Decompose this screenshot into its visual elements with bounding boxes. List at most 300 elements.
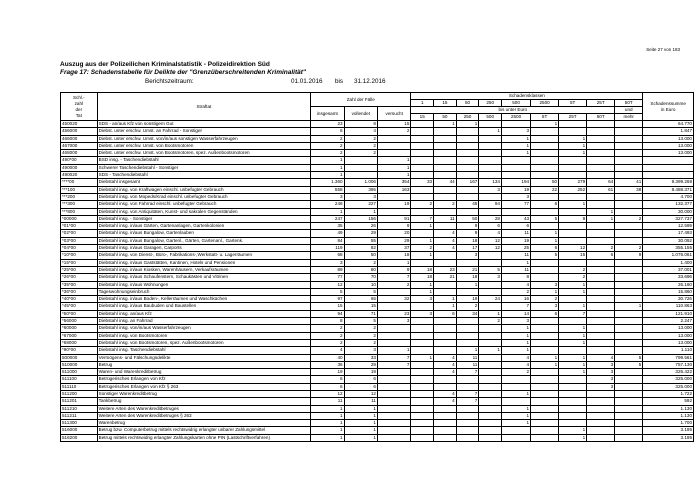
cell-value: 15 [344, 303, 377, 310]
table-row [61, 361, 694, 368]
cell-value [434, 142, 457, 149]
cell-value: 1 [615, 303, 643, 310]
cell-value: 16 [501, 296, 530, 303]
cell-value [587, 332, 615, 339]
cell-schadenssumme: 110.863 [643, 303, 694, 310]
cell-value [615, 172, 643, 179]
cell-value [531, 172, 559, 179]
cell-value: 2 [344, 150, 377, 157]
cell-key: 490000 [61, 164, 98, 171]
cell-value: 23 [311, 121, 344, 128]
cell-value [559, 412, 587, 419]
cell-value: 167 [456, 179, 479, 186]
cell-value [411, 142, 434, 149]
cell-value [479, 157, 502, 164]
cell-value: 5 [531, 215, 559, 222]
cell-value [559, 259, 587, 266]
cell-value [587, 223, 615, 230]
cell-value [531, 339, 559, 346]
cell-key: *04*00 [61, 245, 98, 252]
cell-value: 2 [311, 332, 344, 339]
cell-value: 7 [377, 361, 410, 368]
cell-value [434, 325, 457, 332]
cell-value: 1 [377, 172, 410, 179]
cell-key: *60000 [61, 325, 98, 332]
cell-value: 70 [344, 274, 377, 281]
cell-value: 12 [559, 245, 587, 252]
cell-value [456, 259, 479, 266]
cell-value [344, 172, 377, 179]
cell-straftat: Diebstahl insg. in/aus Boden-, Kellerräumen und Waschküchen [97, 296, 310, 303]
cell-value: 64 [587, 179, 615, 186]
cell-value [456, 427, 479, 434]
document-title: Auszug aus der Polizeilichen Kriminalstatistik - Polizeidirektion Süd [60, 61, 270, 68]
cell-straftat: Weitere Arten des Warenkreditbetruges [97, 405, 310, 412]
cell-value [377, 150, 410, 157]
cell-value [479, 376, 502, 383]
table-row [61, 427, 694, 434]
cell-value: 1 [411, 354, 434, 361]
cell-schadenssumme: 37.001 [643, 266, 694, 273]
cell-value [479, 150, 502, 157]
cell-value [434, 376, 457, 383]
cell-value [434, 259, 457, 266]
cell-value: 3 [531, 303, 559, 310]
cell-value: 50 [344, 252, 377, 259]
cell-schadenssumme: 17.493 [643, 230, 694, 237]
cell-value: 1 [501, 332, 530, 339]
cell-value [531, 142, 559, 149]
cell-value: 6 [434, 310, 457, 317]
cell-value: 2 [615, 215, 643, 222]
cell-value [501, 121, 530, 128]
cell-value: 3 [411, 310, 434, 317]
cell-value: 3 [479, 186, 502, 193]
cell-value: 1 [559, 427, 587, 434]
cell-value: 3 [344, 193, 377, 200]
cell-value [615, 376, 643, 383]
cell-value [615, 201, 643, 208]
cell-value [587, 420, 615, 427]
cell-value [587, 274, 615, 281]
cell-value [615, 142, 643, 149]
cell-value: 1 [344, 412, 377, 419]
cell-key: ***800 [61, 208, 98, 215]
cell-value [434, 339, 457, 346]
header-schadensklassen: Schadensklassen [411, 93, 643, 100]
cell-value: 9 [377, 266, 410, 273]
cell-value: 8 [344, 121, 377, 128]
cell-schadenssumme: 8.488.371 [643, 186, 694, 193]
cell-value [615, 121, 643, 128]
cell-value: 4 [344, 128, 377, 135]
cell-value [587, 339, 615, 346]
cell-schadenssumme: 1.130 [643, 405, 694, 412]
cell-value: 2 [344, 332, 377, 339]
header-class-bottom: 500 [479, 114, 502, 121]
cell-value: 19 [311, 369, 344, 376]
cell-value: 1.006 [344, 179, 377, 186]
cell-value: 89 [311, 266, 344, 273]
header-insgesamt: insgesamt [311, 107, 344, 121]
cell-value: 2 [311, 142, 344, 149]
cell-value [456, 135, 479, 142]
cell-value: 18 [456, 274, 479, 281]
cell-key: 511300 [61, 420, 98, 427]
cell-straftat: Betrügerisches Erlangen von Kfz § 263 [97, 383, 310, 390]
cell-value: 4 [501, 354, 530, 361]
cell-key: *25*00 [61, 266, 98, 273]
cell-value: 3 [531, 281, 559, 288]
cell-straftat: Betrug mittels rechtswidrig erlangter Zahlungskarten ohne PIN (Lastschriftverfahren) [97, 434, 310, 441]
table-row [61, 376, 694, 383]
cell-key: 516200 [61, 434, 98, 441]
cell-key: *36*00 [61, 288, 98, 295]
cell-value [501, 398, 530, 405]
cell-straftat: Diebstahl insg. in/aus Bungalow, Gartenl., Gärten, Gartenanl., Gartenk. [97, 237, 310, 244]
cell-value: 2 [559, 274, 587, 281]
cell-value [531, 318, 559, 325]
cell-value: 2 [456, 303, 479, 310]
cell-value: 12 [311, 390, 344, 397]
table-row [61, 201, 694, 208]
cell-value [479, 434, 502, 441]
header-class-bottom: 25T [559, 114, 587, 121]
cell-value [456, 318, 479, 325]
cell-value [531, 164, 559, 171]
cell-value [615, 164, 643, 171]
cell-value: 1 [501, 135, 530, 142]
cell-value: 354 [377, 179, 410, 186]
cell-value: 1 [434, 303, 457, 310]
header-bis-unter: bis unter Euro [411, 107, 615, 114]
table-row [61, 150, 694, 157]
cell-straftat: Diebstahl insg. - Sonstiger [97, 215, 310, 222]
cell-value: 8 [311, 318, 344, 325]
cell-value [479, 303, 502, 310]
cell-value [615, 434, 643, 441]
cell-key: *35*00 [61, 281, 98, 288]
cell-value [434, 427, 457, 434]
cell-value: 5 [344, 318, 377, 325]
table-row [61, 398, 694, 405]
cell-value: 3 [587, 369, 615, 376]
cell-value: 5 [311, 288, 344, 295]
cell-key: *68000 [61, 339, 98, 346]
cell-value: 11 [434, 215, 457, 222]
cell-value: 6 [501, 223, 530, 230]
cell-key: *90*00 [61, 347, 98, 354]
cell-value: 22 [531, 186, 559, 193]
cell-value: 7 [411, 215, 434, 222]
cell-value: 19 [456, 296, 479, 303]
cell-value [479, 288, 502, 295]
cell-value: 45 [456, 201, 479, 208]
cell-straftat: Tageswohnungseinbruch [97, 288, 310, 295]
cell-value [479, 361, 502, 368]
cell-value: 1 [559, 354, 587, 361]
cell-value [587, 412, 615, 419]
cell-schadenssumme: 325.000 [643, 383, 694, 390]
cell-value [531, 193, 559, 200]
cell-straftat: Diebst. unter erschw. Umst. von/in/aus sonstigen Wasserfahrzeugen [97, 135, 310, 142]
cell-value [615, 193, 643, 200]
cell-value: 20 [377, 230, 410, 237]
cell-key: *45*00 [61, 303, 98, 310]
cell-value: 11 [344, 398, 377, 405]
cell-value: 17 [456, 245, 479, 252]
cell-key: *26*00 [61, 274, 98, 281]
cell-value: 1 [411, 281, 434, 288]
cell-value [411, 325, 434, 332]
cell-value [411, 318, 434, 325]
cell-value [434, 434, 457, 441]
cell-value: 1 [411, 288, 434, 295]
table-row [61, 420, 694, 427]
cell-value [587, 266, 615, 273]
cell-value [587, 237, 615, 244]
table-row [61, 157, 694, 164]
cell-value: 1 [411, 237, 434, 244]
cell-value: 1 [559, 434, 587, 441]
cell-value [615, 208, 643, 215]
table-row [61, 354, 694, 361]
header-schadenssumme: Schadenssumme in Euro [643, 93, 694, 121]
cell-value: 558 [311, 186, 344, 193]
cell-schadenssumme: 355.155 [643, 245, 694, 252]
cell-straftat: Betrug [97, 361, 310, 368]
cell-value [559, 164, 587, 171]
cell-value [615, 223, 643, 230]
cell-value [479, 325, 502, 332]
cell-straftat: Diebst. unter erschw. Umst. an Fahrrad - Sonstiger [97, 128, 310, 135]
cell-value [377, 434, 410, 441]
cell-value [479, 252, 502, 259]
cell-value: 26 [344, 223, 377, 230]
cell-schadenssumme: 15.860 [643, 288, 694, 295]
cell-value: 5 [531, 252, 559, 259]
cell-schadenssumme: 1.700 [643, 420, 694, 427]
cell-value [587, 157, 615, 164]
cell-value [615, 157, 643, 164]
cell-value: 1 [456, 281, 479, 288]
header-class-top: 50 [456, 100, 479, 107]
table-row [61, 121, 694, 128]
table-row [61, 230, 694, 237]
cell-value: 3 [311, 193, 344, 200]
cell-key: ***300 [61, 201, 98, 208]
cell-value [531, 274, 559, 281]
cell-value [456, 157, 479, 164]
cell-value [531, 412, 559, 419]
cell-value [434, 223, 457, 230]
cell-key: ***100 [61, 186, 98, 193]
cell-value: 1 [344, 434, 377, 441]
cell-value [377, 142, 410, 149]
cell-value [587, 164, 615, 171]
header-class-top: 250 [479, 100, 502, 107]
cell-key: 450020 [61, 121, 98, 128]
cell-straftat: SDS - an/aus Kfz von sonstigem Gut [97, 121, 310, 128]
cell-value: 15 [311, 303, 344, 310]
cell-value: 2 [501, 288, 530, 295]
cell-schadenssumme [643, 157, 694, 164]
page-number: Seite 27 von 183 [646, 47, 680, 52]
cell-value [615, 332, 643, 339]
cell-value [615, 325, 643, 332]
table-row [61, 215, 694, 222]
cell-schadenssumme: 3.195 [643, 434, 694, 441]
table-row [61, 274, 694, 281]
cell-value: 1 [501, 259, 530, 266]
cell-schadenssumme: 13.000 [643, 332, 694, 339]
cell-value [559, 376, 587, 383]
cell-value: 1 [411, 252, 434, 259]
cell-straftat: Diebstahl insg. in/aus Wohnungen [97, 281, 310, 288]
cell-value: 12 [344, 390, 377, 397]
cell-value [587, 172, 615, 179]
cell-value [587, 121, 615, 128]
cell-value: 55 [344, 237, 377, 244]
cell-value [434, 193, 457, 200]
table-row [61, 179, 694, 186]
cell-value [344, 164, 377, 171]
cell-schadenssumme: 3.195 [643, 427, 694, 434]
cell-value: 6 [531, 310, 559, 317]
table-row [61, 223, 694, 230]
cell-value: 1 [344, 420, 377, 427]
cell-value [587, 288, 615, 295]
cell-straftat: Vermögens- und Fälschungsdelikte [97, 354, 310, 361]
cell-value: 7 [559, 310, 587, 317]
header-key: Schl.- zahl der Tat [61, 93, 98, 121]
cell-value: 9 [456, 223, 479, 230]
cell-value [501, 434, 530, 441]
cell-value: 18 [411, 266, 434, 273]
cell-straftat: Diebstahl insg. in/aus Gaststätten, Kantinen, Hotels und Pensionen [97, 259, 310, 266]
period-from: 01.01.2016 [291, 78, 323, 85]
cell-value: 50 [456, 215, 479, 222]
cell-value: 1 [559, 332, 587, 339]
cell-value: 25 [501, 245, 530, 252]
cell-straftat: Diebstahl insg. von Fahrrad einschl. unbefugter Gebrauch [97, 201, 310, 208]
cell-value: 7 [377, 354, 410, 361]
cell-value [501, 164, 530, 171]
cell-value: 1 [531, 121, 559, 128]
cell-value [479, 281, 502, 288]
cell-key: ****00 [61, 179, 98, 186]
cell-schadenssumme: 132.377 [643, 201, 694, 208]
cell-value: 1 [559, 339, 587, 346]
cell-key: 468000 [61, 150, 98, 157]
cell-value: 82 [344, 245, 377, 252]
table-row [61, 369, 694, 376]
cell-value: 1 [559, 361, 587, 368]
table-row [61, 390, 694, 397]
cell-value: 21 [456, 266, 479, 273]
cell-value: 2 [344, 135, 377, 142]
cell-value [587, 347, 615, 354]
cell-value [559, 193, 587, 200]
cell-value [587, 434, 615, 441]
cell-value: 4 [587, 354, 615, 361]
cell-value [377, 135, 410, 142]
cell-value: 84 [311, 237, 344, 244]
cell-value [587, 318, 615, 325]
cell-value [501, 208, 530, 215]
cell-value: 1 [559, 150, 587, 157]
cell-key: 511210 [61, 405, 98, 412]
cell-value [411, 193, 434, 200]
cell-value: 3 [344, 347, 377, 354]
cell-value [615, 310, 643, 317]
cell-schadenssumme: 12.599 [643, 223, 694, 230]
cell-value: 1 [311, 420, 344, 427]
cell-value: 68 [311, 252, 344, 259]
cell-value [456, 208, 479, 215]
cell-value [377, 376, 410, 383]
cell-value [559, 318, 587, 325]
cell-value [531, 208, 559, 215]
cell-value: 1 [311, 405, 344, 412]
cell-value: 1 [501, 150, 530, 157]
cell-value [531, 347, 559, 354]
cell-value [434, 157, 457, 164]
cell-value [615, 266, 643, 273]
cell-key: *50*00 [61, 310, 98, 317]
cell-value: 32 [377, 296, 410, 303]
cell-straftat: Diebstahl insg. von Kraftwagen einschl. unbefugter Gebrauch [97, 186, 310, 193]
cell-value [377, 405, 410, 412]
cell-value [411, 434, 434, 441]
cell-key: 511211 [61, 412, 98, 419]
cell-straftat: Diebstahl insg. Taschendiebstahl [97, 347, 310, 354]
cell-value [434, 405, 457, 412]
cell-value [456, 164, 479, 171]
cell-value: 1 [501, 142, 530, 149]
cell-schadenssumme: 13.000 [643, 150, 694, 157]
cell-value [411, 332, 434, 339]
cell-value [615, 230, 643, 237]
cell-value [501, 427, 530, 434]
cell-value [615, 274, 643, 281]
cell-key: 511110 [61, 383, 98, 390]
cell-value [531, 405, 559, 412]
cell-value: 2 [434, 201, 457, 208]
cell-value: 4 [434, 361, 457, 368]
cell-value [479, 369, 502, 376]
cell-value [479, 427, 502, 434]
header-und: und [615, 107, 643, 114]
period-label: Berichtszeitraum: [145, 78, 194, 85]
cell-value [559, 405, 587, 412]
table-row [61, 310, 694, 317]
cell-value [531, 266, 559, 273]
cell-value [456, 412, 479, 419]
cell-value [615, 383, 643, 390]
table-row [61, 332, 694, 339]
cell-straftat: Schwerer Taschendiebstahl - Sonstiger [97, 164, 310, 171]
cell-value [377, 369, 410, 376]
cell-value: 7 [377, 274, 410, 281]
cell-value: 3 [479, 274, 502, 281]
cell-value [615, 347, 643, 354]
cell-schadenssumme: 30.726 [643, 296, 694, 303]
cell-schadenssumme: 592 [643, 398, 694, 405]
cell-value: 2 [311, 150, 344, 157]
cell-value: 41 [615, 179, 643, 186]
cell-value [587, 150, 615, 157]
